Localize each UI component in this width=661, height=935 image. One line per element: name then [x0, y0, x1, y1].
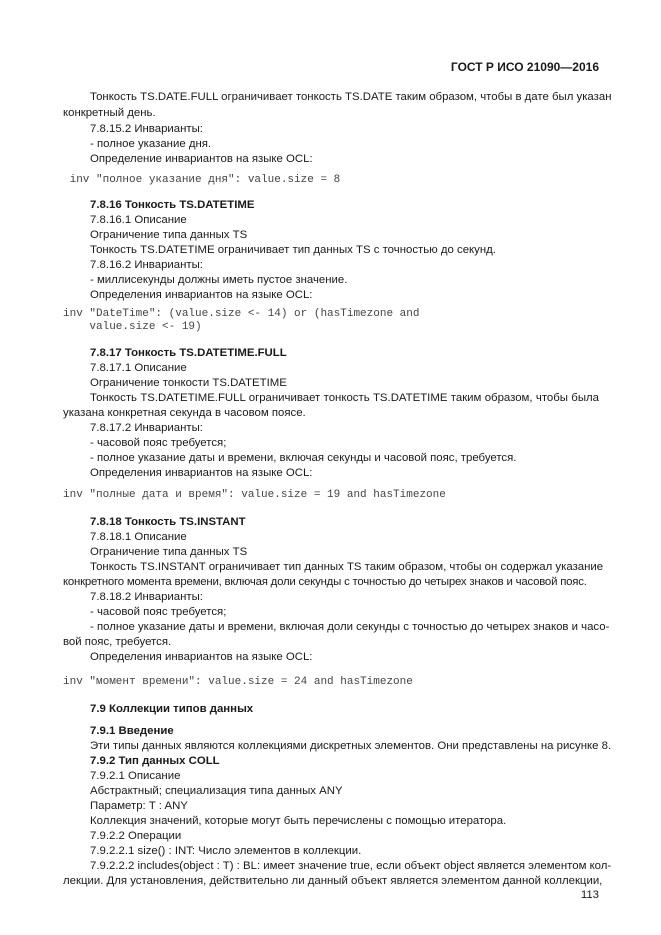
paragraph-line: 7.9.2.1 Описание [90, 770, 181, 782]
standard-header: ГОСТ Р ИСО 21090—2016 [450, 60, 599, 74]
paragraph-line: Определения инвариантов на языке OCL: [90, 289, 313, 301]
paragraph-line: указана конкретная секунда в часовом поясе. [63, 407, 306, 419]
list-item: - часовой пояс требуется; [90, 606, 227, 618]
paragraph-line: Тонкость TS.DATETIME.FULL ограничивает тонкость TS.DATETIME таким образом, чтобы была [90, 392, 599, 404]
paragraph-line: конкретного момента времени, включая доли секунды с точностью до четырех знаков и часовой пояс. [63, 576, 587, 588]
ocl-code: inv "полное указание дня": value.size = 8 [63, 174, 341, 186]
list-item: - часовой пояс требуется; [90, 437, 227, 449]
paragraph-line: Ограничение тонкости TS.DATETIME [90, 377, 287, 389]
paragraph-line: 7.9.2.2.2 includes(object : T) : BL: имеет значение true, если объект object является элементом кол- [90, 860, 612, 872]
list-item: - полное указание дня. [90, 138, 212, 150]
paragraph-line: Коллекция значений, которые могут быть перечислены с помощью итератора. [90, 815, 507, 827]
paragraph-line: Определения инвариантов на языке OCL: [90, 467, 313, 479]
paragraph-line: 7.8.18.1 Описание [90, 531, 187, 543]
paragraph-line: Определения инвариантов на языке OCL: [90, 651, 313, 663]
ocl-code: inv "момент времени": value.size = 24 and hasTimezone [63, 676, 413, 688]
paragraph-line: Тонкость TS.DATE.FULL ограничивает тонкость TS.DATE таким образом, чтобы в дате был указан [90, 91, 612, 103]
list-item: вой пояс, требуется. [63, 636, 172, 648]
list-item: - полное указание даты и времени, включая доли секунды с точностью до четырех знаков и часо- [90, 621, 610, 633]
paragraph-line: Ограничение типа данных TS [90, 229, 248, 241]
list-item: - миллисекунды должны иметь пустое значение. [90, 274, 348, 286]
paragraph-line: Эти типы данных являются коллекциями дискретных элементов. Они представлены на рисунке 8. [90, 740, 612, 752]
paragraph-line: Тонкость TS.DATETIME ограничивает тип данных TS с точностью до секунд. [90, 244, 496, 256]
paragraph-line: 7.8.18.2 Инварианты: [90, 591, 203, 603]
ocl-code: value.size <- 19) [63, 321, 202, 333]
section-heading: 7.8.16 Тонкость TS.DATETIME [90, 199, 255, 211]
paragraph-line: 7.8.15.2 Инварианты: [90, 123, 203, 135]
section-heading: 7.8.17 Тонкость TS.DATETIME.FULL [90, 347, 287, 359]
paragraph-line: 7.8.17.2 Инварианты: [90, 422, 203, 434]
paragraph-line: Ограничение типа данных TS [90, 546, 248, 558]
paragraph-line: 7.9.2.2 Операции [90, 830, 182, 842]
section-heading: 7.9.1 Введение [90, 725, 174, 737]
paragraph-line: 7.8.16.2 Инварианты: [90, 259, 203, 271]
ocl-code: inv "DateTime": (value.size <- 14) or (hasTimezone and [63, 308, 420, 320]
section-heading: 7.9.2 Тип данных COLL [90, 755, 220, 767]
paragraph-line: конкретный день. [63, 107, 156, 119]
paragraph-line: Определение инвариантов на языке OCL: [90, 153, 313, 165]
section-heading: 7.9 Коллекции типов данных [90, 703, 254, 715]
paragraph-line: Параметр: T : ANY [90, 800, 188, 812]
paragraph-line: лекции. Для установления, действительно ли данный объект является элементом данной коллекции, [63, 875, 603, 887]
paragraph-line: 7.9.2.2.1 size() : INT: Число элементов в коллекции. [90, 845, 362, 857]
paragraph-line: 7.8.17.1 Описание [90, 362, 187, 374]
page-number: 113 [580, 889, 599, 901]
ocl-code: inv "полные дата и время": value.size = 19 and hasTimezone [63, 489, 446, 501]
paragraph-line: Тонкость TS.INSTANT ограничивает тип данных TS таким образом, чтобы он содержал указание [90, 561, 604, 573]
paragraph-line: Абстрактный; специализация типа данных ANY [90, 785, 343, 797]
list-item: - полное указание даты и времени, включая секунды и часовой пояс, требуется. [90, 452, 517, 464]
paragraph-line: 7.8.16.1 Описание [90, 214, 187, 226]
section-heading: 7.8.18 Тонкость TS.INSTANT [90, 516, 246, 528]
